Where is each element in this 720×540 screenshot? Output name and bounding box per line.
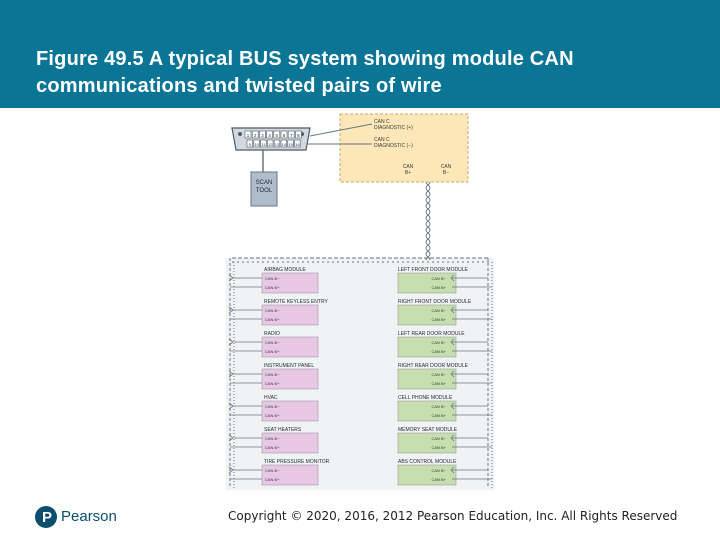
module-pin-label: CAN B− <box>431 404 446 409</box>
connector-pin-number: 13 <box>274 142 280 147</box>
module-box <box>398 369 456 389</box>
scan-tool-label-1: SCAN <box>255 180 273 186</box>
copyright-notice: Copyright © 2020, 2016, 2012 Pearson Education, Inc. All Rights Reserved <box>228 509 678 523</box>
connector-pin-number: 14 <box>281 142 287 147</box>
connector-pin-number: 12 <box>267 142 273 147</box>
pearson-logo-icon <box>35 506 57 528</box>
module-name: LEFT REAR DOOR MODULE <box>398 331 465 337</box>
module-name: ABS CONTROL MODULE <box>398 459 457 465</box>
trunk-twisted-pair <box>426 182 430 260</box>
can-c-label-2: CAN C <box>374 137 390 143</box>
can-diagnostic-box <box>308 114 468 182</box>
connector-pin-number: 3 <box>261 133 264 138</box>
module-pin-label: CAN B+ <box>265 381 280 386</box>
can-b-minus-label-1: CAN <box>440 164 452 170</box>
module-pin-label: CAN B+ <box>265 413 280 418</box>
module-name: REMOTE KEYLESS ENTRY <box>264 299 328 305</box>
module-pin-label: CAN B+ <box>431 445 446 450</box>
connector-pin <box>267 131 273 138</box>
module-pin-label: CAN B− <box>431 308 446 313</box>
connector-pin <box>247 140 253 147</box>
module-box <box>398 401 456 421</box>
connector-pin-number: 7 <box>289 133 293 138</box>
module-box <box>398 433 456 453</box>
pearson-logo <box>35 506 145 530</box>
module-pin-label: CAN B+ <box>265 285 280 290</box>
module-pin-label: CAN B− <box>265 468 280 473</box>
module-pin-label: CAN B− <box>265 372 280 377</box>
module-pin-label: CAN B+ <box>265 445 280 450</box>
module-pin-label: CAN B+ <box>431 381 446 386</box>
module-name: RIGHT FRONT DOOR MODULE <box>398 299 472 305</box>
module-name: SEAT HEATERS <box>264 427 302 433</box>
connector-pin <box>288 140 294 147</box>
module-pin-label: CAN B− <box>431 340 446 345</box>
module-pin-label: CAN B+ <box>265 349 280 354</box>
connector-pin-number: 2 <box>253 133 257 138</box>
module-box <box>398 465 456 485</box>
module-pin-label: CAN B+ <box>431 413 446 418</box>
can-b-minus-label-2: B− <box>442 170 450 176</box>
module-name: AIRBAG MODULE <box>264 267 306 273</box>
module-name: RADIO <box>264 331 280 337</box>
connector-pin <box>261 140 267 147</box>
module-pin-label: CAN B− <box>265 308 280 313</box>
module-pin-label: CAN B− <box>265 276 280 281</box>
module-pin-label: CAN B− <box>431 276 446 281</box>
module-pin-label: CAN B+ <box>431 285 446 290</box>
diagnostic-connector <box>232 128 310 150</box>
connector-pin-number: 1 <box>246 133 250 138</box>
connector-pin-number: 9 <box>248 142 251 147</box>
connector-pin <box>267 140 273 147</box>
module-pin-label: CAN B+ <box>265 317 280 322</box>
module-pin-label: CAN B− <box>265 436 280 441</box>
connector-pin <box>281 140 287 147</box>
connector-pin-number: 4 <box>268 133 271 138</box>
connector-pin <box>295 140 301 147</box>
module-box <box>398 273 456 293</box>
module-pin-label: CAN B+ <box>265 477 280 482</box>
connector-pin-number: 5 <box>275 133 279 138</box>
connector-pin <box>281 131 287 138</box>
module-pin-label: CAN B+ <box>431 317 446 322</box>
connector-pin <box>245 131 251 138</box>
module-pin-label: CAN B− <box>431 468 446 473</box>
scan-tool-label-2: TOOL <box>255 188 273 194</box>
module-box <box>398 305 456 325</box>
title-banner <box>0 0 720 108</box>
pearson-logo-initial: P <box>42 509 53 526</box>
connector-pin <box>274 131 280 138</box>
module-pin-label: CAN B+ <box>431 477 446 482</box>
can-b-plus-label-2: B+ <box>404 170 412 176</box>
pearson-wordmark: Pearson <box>61 508 117 525</box>
connector-pin <box>295 131 301 138</box>
can-c-label-1: CAN C <box>374 119 390 125</box>
connector-pin-number: 16 <box>295 142 300 147</box>
connector-pin-number: 10 <box>254 142 259 147</box>
diagnostic-minus-label: DIAGNOSTIC (−) <box>374 143 413 149</box>
module-name: HVAC <box>264 395 278 401</box>
module-name: MEMORY SEAT MODULE <box>398 427 458 433</box>
module-name: LEFT FRONT DOOR MODULE <box>398 267 468 273</box>
module-pin-label: CAN B− <box>431 372 446 377</box>
diagnostic-plus-label: DIAGNOSTIC (+) <box>374 125 413 131</box>
connector-pin-number: 8 <box>297 133 300 138</box>
can-b-plus-label-1: CAN <box>402 164 414 170</box>
slide-title: Figure 49.5 A typical BUS system showing module CAN communications and twisted pairs of wire <box>36 48 574 97</box>
connector-pin <box>252 131 258 138</box>
connector-pin <box>288 131 294 138</box>
connector-pin <box>274 140 280 147</box>
module-name: INSTRUMENT PANEL <box>264 363 315 369</box>
connector-pin-number: 11 <box>261 142 266 147</box>
module-name: CELL PHONE MODULE <box>398 395 453 401</box>
module-pin-label: CAN B− <box>265 340 280 345</box>
can-bus-diagram <box>0 108 720 490</box>
module-pin-label: CAN B− <box>265 404 280 409</box>
module-name: RIGHT REAR DOOR MODULE <box>398 363 468 369</box>
module-pin-label: CAN B+ <box>431 349 446 354</box>
scan-tool <box>251 150 277 206</box>
module-name: TIRE PRESSURE MONITOR <box>264 459 330 465</box>
module-box <box>398 337 456 357</box>
connector-pin <box>254 140 260 147</box>
connector-pin-number: 6 <box>282 133 286 138</box>
connector-pin-number: 15 <box>288 142 293 147</box>
module-pin-label: CAN B− <box>431 436 446 441</box>
connector-pin <box>259 131 265 138</box>
